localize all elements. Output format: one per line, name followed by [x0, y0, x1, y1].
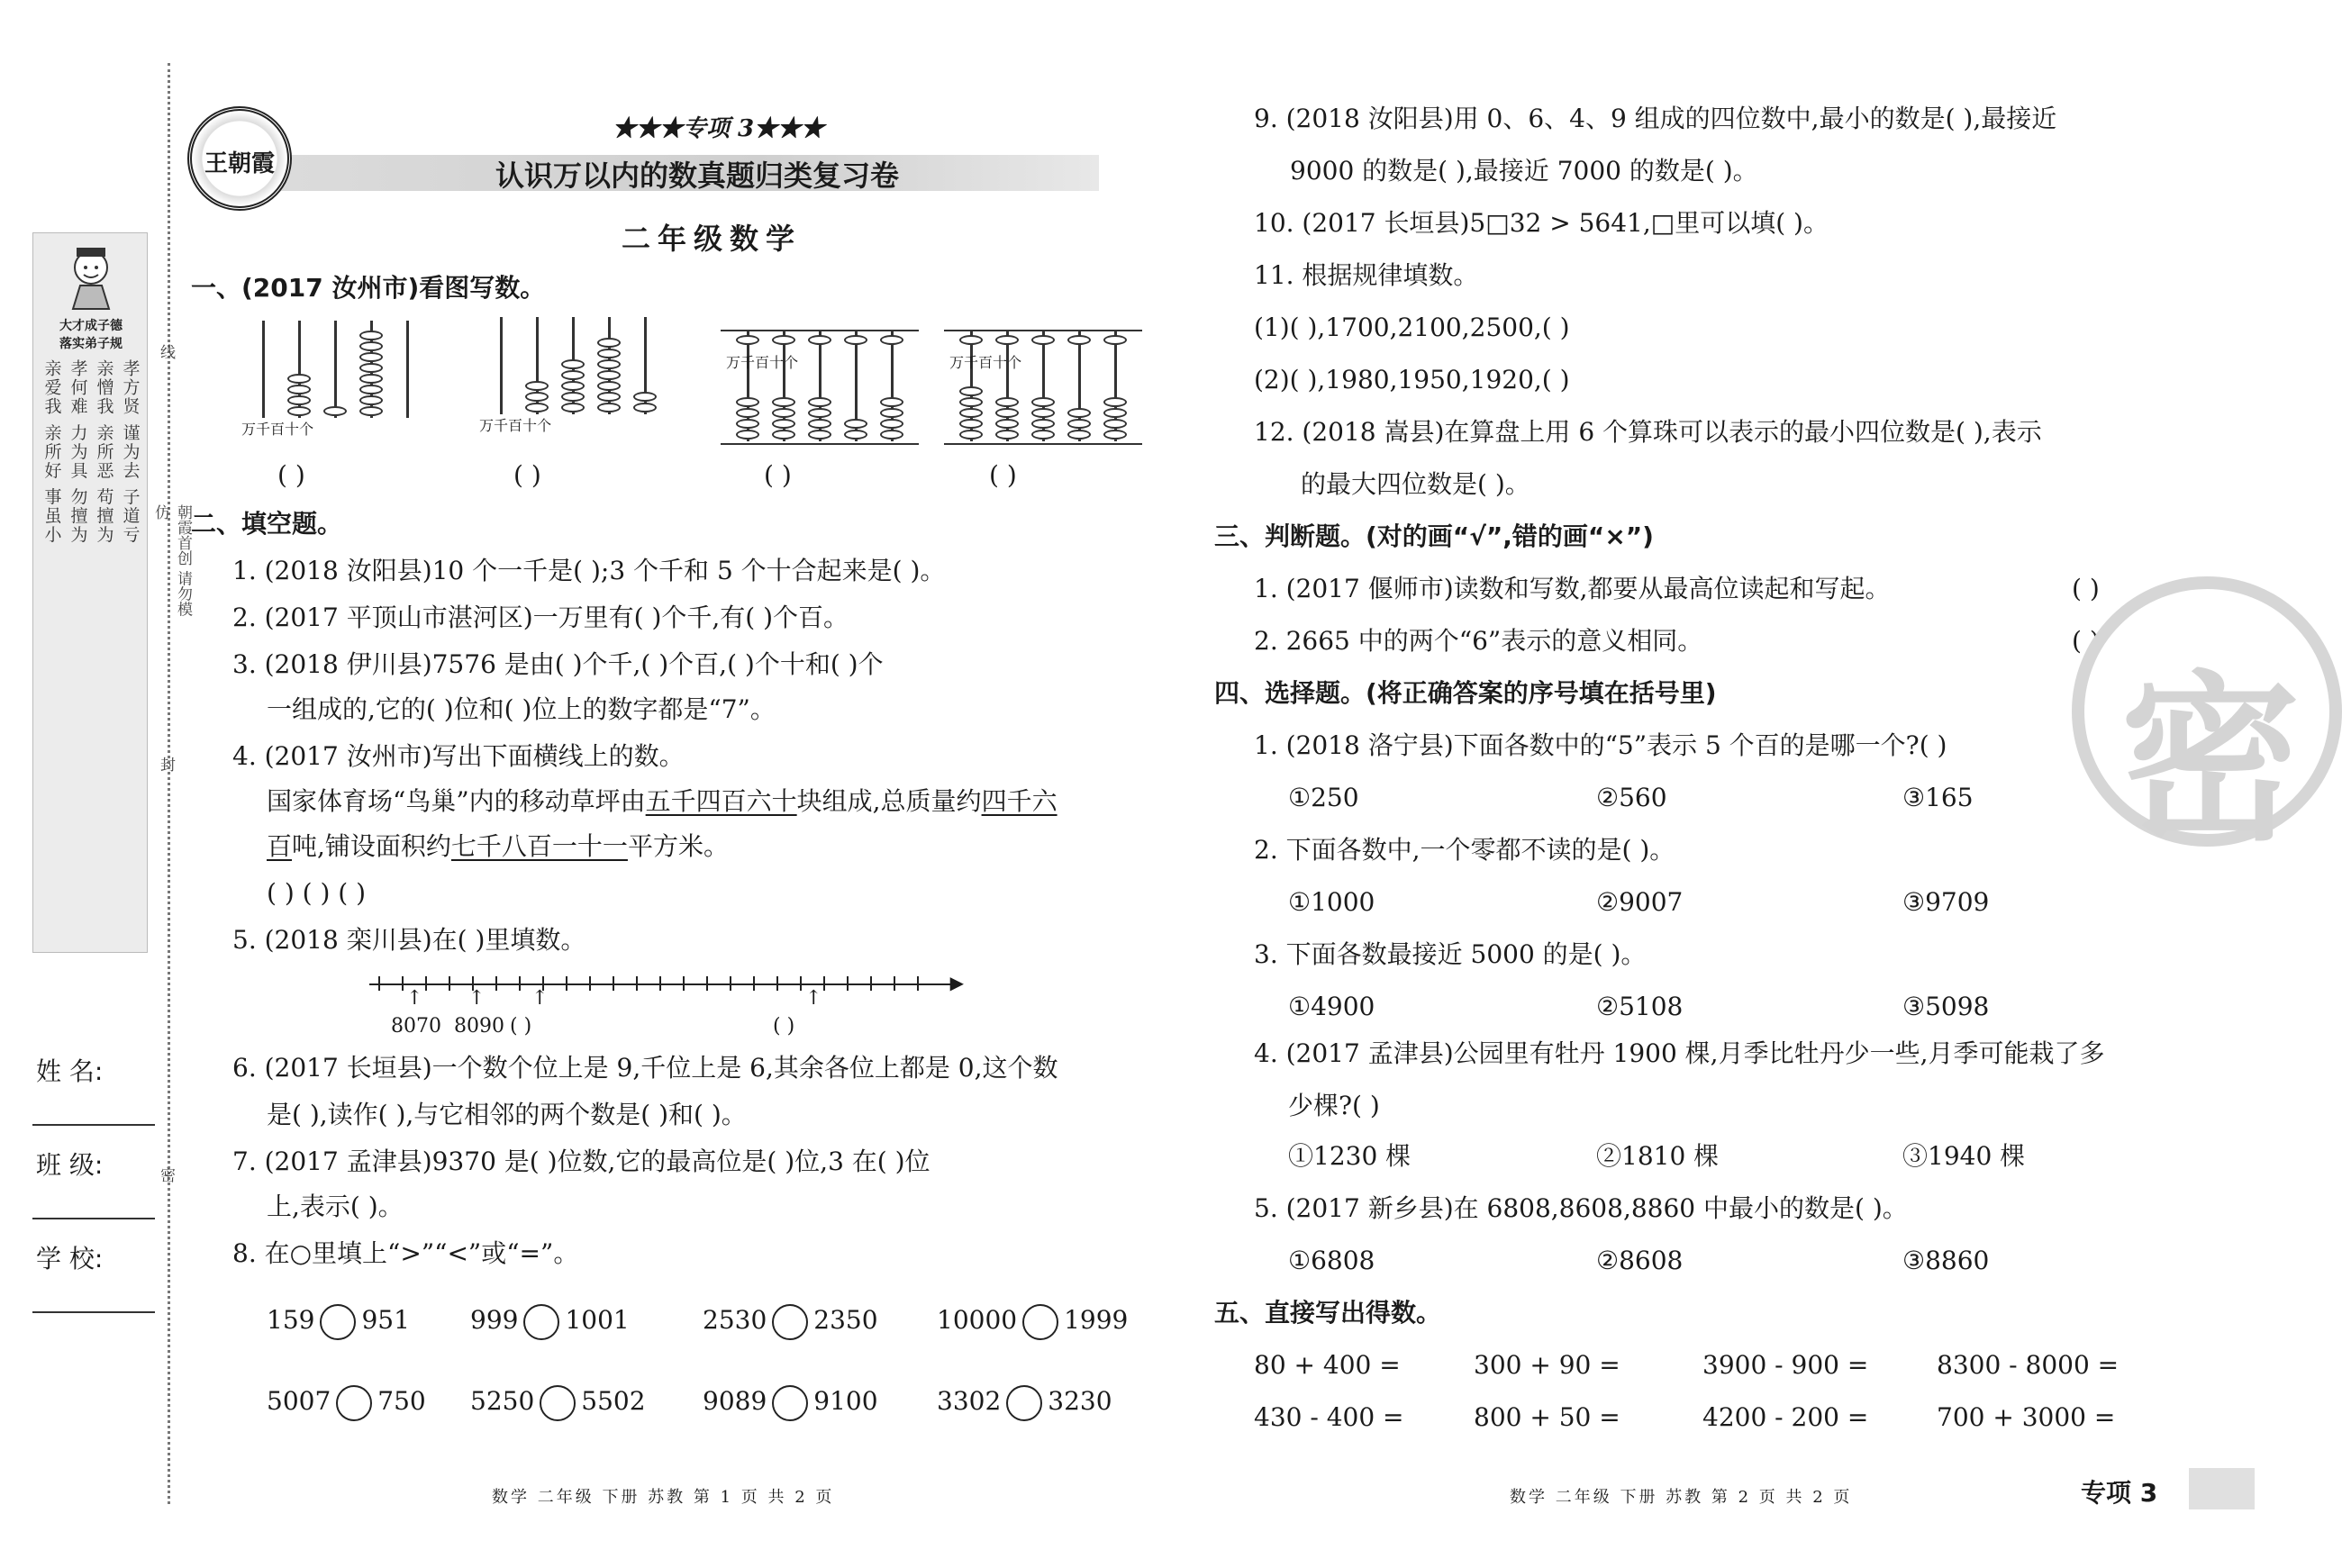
question-4-5: 5. (2017 新乡县)在 6808,8608,8860 中最小的数是( )。	[1254, 1193, 1908, 1223]
number-line-tick	[894, 976, 895, 991]
footer-left: 数学 二年级 下册 苏教 第 1 页 共 2 页	[492, 1488, 835, 1507]
abacus-bead	[1031, 419, 1055, 429]
abacus-bead	[995, 419, 1019, 429]
abacus-place-label: 个	[784, 354, 799, 371]
abacus-place-label: 万	[726, 354, 741, 371]
option[interactable]: ①6808	[1288, 1246, 1375, 1275]
abacus-bead	[525, 381, 549, 391]
abacus-bead	[959, 419, 983, 429]
abacus-bead	[561, 370, 585, 380]
number-line-tick	[683, 976, 685, 991]
question-2-3: 3. (2018 伊川县)7576 是由( )个千,( )个百,( )个十和( )个	[232, 649, 884, 679]
underlined-number-3: 七千八百一十一	[450, 831, 628, 861]
text-part: 吨,铺设面积约	[292, 831, 451, 861]
abacus-bead	[1067, 430, 1091, 440]
abacus-rod	[500, 317, 503, 414]
school-field[interactable]	[32, 1311, 155, 1313]
abacus-bead	[736, 430, 759, 440]
comparison-item	[267, 1382, 426, 1421]
calc-item[interactable]: 3900 - 900 =	[1702, 1350, 1869, 1380]
abacus-place-frame	[949, 351, 1137, 384]
side-mark-notice: 朝霞首创 请勿模仿	[151, 504, 192, 617]
abacus-bead	[995, 335, 1019, 345]
abacus-bead	[1067, 408, 1091, 418]
section-3-heading: 三、判断题。(对的画“√”,错的画“×”)	[1214, 521, 1654, 551]
calc-item[interactable]: 300 + 90 =	[1474, 1350, 1620, 1380]
comparison-left: 9089	[703, 1386, 767, 1416]
abacus-place-label: 千	[256, 421, 271, 438]
abacus-place-label: 百	[755, 354, 770, 371]
abacus-bead	[525, 403, 549, 412]
calc-item[interactable]: 80 + 400 =	[1254, 1350, 1401, 1380]
abacus-bead	[736, 419, 759, 429]
compare-circle[interactable]	[523, 1304, 559, 1340]
number-line-tick	[730, 976, 731, 991]
abacus-place-label: 十	[769, 354, 785, 371]
abacus-bead	[772, 397, 795, 407]
abacus-bead	[808, 419, 831, 429]
name-field[interactable]	[32, 1124, 155, 1126]
question-2-11-2: (2)( ),1980,1950,1920,( )	[1254, 365, 1570, 394]
abacus-bead	[959, 397, 983, 407]
abacus-place-label: 万	[479, 417, 495, 434]
option[interactable]: ②9007	[1596, 887, 1684, 917]
number-line-tick	[706, 976, 708, 991]
corner-bar	[2189, 1468, 2255, 1509]
option[interactable]: ②560	[1596, 783, 1667, 812]
option[interactable]: ②8608	[1596, 1246, 1684, 1275]
number-line-tick	[753, 976, 755, 991]
abacus-bead	[359, 352, 383, 362]
comparison-right: 9100	[813, 1386, 878, 1416]
abacus-bead	[995, 408, 1019, 418]
question-2-6: 6. (2017 长垣县)一个数个位上是 9,千位上是 6,其余各位上都是 0,这个数	[232, 1053, 1058, 1083]
abacus-bead	[880, 335, 903, 345]
compare-circle[interactable]	[336, 1385, 372, 1421]
option[interactable]: ③165	[1902, 783, 1974, 812]
compare-circle[interactable]	[772, 1304, 808, 1340]
calc-item[interactable]: 4200 - 200 =	[1702, 1402, 1869, 1432]
abacus-bead	[959, 386, 983, 396]
rhyme-column: 孝方贤 谨为去 子道亏	[120, 359, 141, 545]
abacus-bead	[808, 335, 831, 345]
motto-line-1: 大才成子德	[59, 319, 123, 333]
comparison-item	[937, 1382, 1112, 1421]
number-line-tick	[449, 976, 450, 991]
number-line-tick	[659, 976, 661, 991]
number-line-tick	[823, 976, 825, 991]
abacus-bead	[880, 397, 903, 407]
number-line-tick	[566, 976, 567, 991]
abacus-bead	[736, 335, 759, 345]
question-2-4-text	[267, 785, 1058, 818]
abacus-bead	[736, 408, 759, 418]
abacus-rod	[334, 321, 337, 418]
abacus-bead	[880, 430, 903, 440]
question-2-12: 12. (2018 嵩县)在算盘上用 6 个算珠可以表示的最小四位数是( ),表示	[1254, 417, 2042, 447]
abacus-place-label: 十	[522, 417, 538, 434]
abacus-bead	[359, 363, 383, 373]
comparison-left: 10000	[937, 1305, 1018, 1335]
abacus-bead	[808, 430, 831, 440]
option[interactable]: ②5108	[1596, 992, 1684, 1021]
up-arrow-icon: ↑	[531, 987, 549, 1010]
school-label: 学 校:	[36, 1244, 104, 1273]
abacus-bead	[287, 406, 311, 416]
abacus-bead	[359, 385, 383, 394]
number-line-tick	[589, 976, 591, 991]
abacus-place-label: 十	[285, 421, 300, 438]
abacus-bead	[1031, 430, 1055, 440]
stamp-text: 密	[2120, 656, 2301, 866]
abacus-place-label: 百	[978, 354, 994, 371]
number-line-blank-1[interactable]: ( )	[510, 1015, 532, 1038]
section-4-heading: 四、选择题。(将正确答案的序号填在括号里)	[1214, 678, 1717, 708]
rhyme-column: 孝何难 力为具 勿擅为	[68, 359, 88, 545]
abacus-bead	[1103, 397, 1127, 407]
abacus-bead	[959, 335, 983, 345]
abacus-place-label: 千	[740, 354, 756, 371]
abacus-bead	[597, 403, 621, 412]
text-part: 国家体育场“鸟巢”内的移动草坪由	[267, 786, 646, 816]
option[interactable]: ③9709	[1902, 887, 1990, 917]
question-2-1: 1. (2018 汝阳县)10 个一千是( );3 个千和 5 个十合起来是( )。	[232, 556, 946, 585]
abacus-bead	[323, 406, 347, 416]
abacus-bead	[359, 374, 383, 384]
page-title: 认识万以内的数真题归类复习卷	[495, 159, 900, 193]
judge-answer-1[interactable]: ( )	[2072, 574, 2100, 603]
option[interactable]: ①250	[1288, 783, 1359, 812]
class-label: 班 级:	[36, 1150, 104, 1180]
comparison-item	[703, 1382, 878, 1421]
abacus-beam	[721, 330, 919, 331]
abacus-bead	[1103, 408, 1127, 418]
question-2-11: 11. 根据规律填数。	[1254, 260, 1479, 290]
question-2-4-text-cont	[267, 830, 729, 863]
abacus-place-label: 个	[537, 417, 552, 434]
abacus-base	[721, 443, 919, 445]
calc-item[interactable]: 800 + 50 =	[1474, 1402, 1620, 1432]
comparison-item	[267, 1301, 410, 1340]
abacus-bead	[1031, 335, 1055, 345]
abacus-bead	[561, 403, 585, 412]
question-4-2: 2. 下面各数中,一个零都不读的是( )。	[1254, 835, 1675, 865]
abacus-bead	[1103, 419, 1127, 429]
comparison-right: 951	[361, 1305, 410, 1335]
comparison-right: 5502	[581, 1386, 646, 1416]
comparison-item	[703, 1301, 878, 1340]
motto-strip	[32, 232, 148, 953]
question-2-6-cont: 是( ),读作( ),与它相邻的两个数是( )和( )。	[267, 1100, 747, 1129]
comparison-left: 159	[267, 1305, 315, 1335]
comparison-right: 750	[377, 1386, 426, 1416]
number-line-tick	[800, 976, 802, 991]
comparison-left: 5007	[267, 1386, 331, 1416]
calc-item[interactable]: 8300 - 8000 =	[1937, 1350, 2120, 1380]
question-2-3-cont: 一组成的,它的( )位和( )位上的数字都是“7”。	[267, 694, 776, 724]
question-2-7: 7. (2017 孟津县)9370 是( )位数,它的最高位是( )位,3 在( )位	[232, 1147, 930, 1176]
abacus-bead	[1031, 408, 1055, 418]
comparison-right: 3230	[1048, 1386, 1112, 1416]
number-line-tick	[870, 976, 872, 991]
abacus-bead	[1103, 335, 1127, 345]
abacus-bead	[844, 335, 867, 345]
compare-circle[interactable]	[772, 1385, 808, 1421]
abacus-place-label: 个	[1007, 354, 1022, 371]
abacus-place-label: 百	[270, 421, 286, 438]
compare-circle[interactable]	[540, 1385, 576, 1421]
text-part: 平方米。	[627, 831, 729, 861]
page-subtitle: 二年级数学	[622, 222, 803, 256]
question-2-4-blanks[interactable]: ( ) ( ) ( )	[267, 878, 367, 908]
abacus-bead	[359, 331, 383, 340]
number-line-blank-2[interactable]: ( )	[773, 1015, 795, 1038]
comparison-left: 5250	[470, 1386, 535, 1416]
question-4-4-cont: 少棵?( )	[1288, 1091, 1380, 1120]
compare-circle[interactable]	[1022, 1304, 1058, 1340]
number-line	[369, 972, 964, 993]
number-line-label-1: 8070	[391, 1015, 441, 1038]
question-3-1: 1. (2017 偃师市)读数和写数,都要从最高位读起和写起。	[1254, 574, 1891, 603]
abacus-rod	[406, 321, 409, 418]
abacus-bead	[1067, 335, 1091, 345]
section-2-heading: 二、填空题。	[191, 509, 343, 539]
comparison-right: 1001	[565, 1305, 630, 1335]
cut-line	[168, 63, 170, 1504]
abacus-beam	[944, 330, 1142, 331]
question-2-2: 2. (2017 平顶山市湛河区)一万里有( )个千,有( )个百。	[232, 603, 849, 632]
class-field[interactable]	[32, 1218, 155, 1219]
abacus-bead	[359, 406, 383, 416]
cartoon-scholar-icon	[64, 244, 118, 311]
abacus-bead	[561, 381, 585, 391]
rhyme-column: 亲憎我 亲所恶 苟擅为	[94, 359, 114, 545]
secret-stamp	[2072, 576, 2342, 866]
underlined-number-2: 四千六	[981, 786, 1058, 816]
comparison-left: 999	[470, 1305, 519, 1335]
abacus-bead	[633, 403, 657, 412]
calc-item[interactable]: 700 + 3000 =	[1937, 1402, 2116, 1432]
section-5-heading: 五、直接写出得数。	[1214, 1298, 1442, 1328]
abacus-bead	[1103, 430, 1127, 440]
compare-circle[interactable]	[1006, 1385, 1042, 1421]
comparison-item	[470, 1382, 646, 1421]
abacus-bead	[561, 359, 585, 369]
question-4-4: 4. (2017 孟津县)公园里有牡丹 1900 棵,月季比牡丹少一些,月季可能栽了多	[1254, 1038, 2105, 1068]
abacus-bead	[525, 392, 549, 402]
number-line-tick	[519, 976, 521, 991]
name-label: 姓 名:	[36, 1056, 104, 1086]
abacus-bead	[287, 385, 311, 394]
abacus-bead	[844, 419, 867, 429]
abacus-bead	[359, 341, 383, 351]
comparison-left: 3302	[937, 1386, 1002, 1416]
abacus-bead	[880, 419, 903, 429]
abacus-answer-2[interactable]: ( )	[513, 460, 541, 490]
abacus-bead	[959, 408, 983, 418]
abacus-bead	[772, 430, 795, 440]
question-2-9-cont: 9000 的数是( ),最接近 7000 的数是( )。	[1290, 156, 1758, 186]
abacus-place-label: 百	[508, 417, 523, 434]
comparison-item	[937, 1301, 1128, 1340]
number-line-arrow-icon: ▶	[949, 972, 964, 993]
up-arrow-icon: ↑	[468, 987, 486, 1010]
option[interactable]: ②1810 棵	[1596, 1141, 1720, 1171]
question-4-3: 3. 下面各数最接近 5000 的是( )。	[1254, 939, 1647, 969]
abacus-bead	[808, 408, 831, 418]
up-arrow-icon: ↑	[406, 987, 423, 1010]
abacus-bead	[359, 395, 383, 405]
abacus-bead	[597, 381, 621, 391]
abacus-bead	[597, 370, 621, 380]
question-3-2: 2. 2665 中的两个“6”表示的意义相同。	[1254, 626, 1703, 656]
abacus-place-label: 十	[993, 354, 1008, 371]
number-line-tick	[378, 976, 380, 991]
abacus-bead	[880, 408, 903, 418]
underlined-number-2-cont: 百	[267, 831, 293, 861]
abacus-place-label: 万	[949, 354, 965, 371]
question-2-5: 5. (2018 栾川县)在( )里填数。	[232, 925, 586, 955]
side-mark-line: 线	[157, 344, 175, 359]
judge-answer-2[interactable]: ( )	[2072, 626, 2100, 656]
abacus-rod	[262, 321, 265, 418]
abacus-answer-4[interactable]: ( )	[989, 460, 1017, 490]
abacus-bead	[597, 359, 621, 369]
abacus-place-label: 个	[299, 421, 314, 438]
question-4-1: 1. (2018 洛宁县)下面各数中的“5”表示 5 个百的是哪一个?( )	[1254, 730, 1947, 760]
number-line-tick	[917, 976, 919, 991]
abacus-bead	[772, 419, 795, 429]
number-line-tick	[776, 976, 778, 991]
abacus-place-frame	[241, 418, 429, 450]
abacus-bead	[808, 397, 831, 407]
abacus-bead	[772, 335, 795, 345]
abacus-bead	[959, 430, 983, 440]
abacus-bead	[633, 392, 657, 402]
abacus-bead	[561, 392, 585, 402]
comparison-right: 1999	[1064, 1305, 1129, 1335]
abacus-bead	[1031, 397, 1055, 407]
up-arrow-icon: ↑	[805, 987, 822, 1010]
question-2-9: 9. (2018 汝阳县)用 0、6、4、9 组成的四位数中,最小的数是( ),最接近	[1254, 104, 2057, 133]
number-line-tick	[402, 976, 404, 991]
abacus-place-frame	[726, 351, 913, 384]
number-line-tick	[495, 976, 497, 991]
abacus-bead	[1067, 419, 1091, 429]
option[interactable]: ③1940 棵	[1902, 1141, 2026, 1171]
comparison-right: 2350	[813, 1305, 878, 1335]
question-2-4: 4. (2017 汝州市)写出下面横线上的数。	[232, 741, 685, 771]
comparison-item	[470, 1301, 630, 1340]
section-1-heading: 一、(2017 汝州市)看图写数。	[191, 273, 546, 303]
abacus-bead	[995, 430, 1019, 440]
abacus-bead	[736, 397, 759, 407]
option[interactable]: ③5098	[1902, 992, 1990, 1021]
option[interactable]: ①1000	[1288, 887, 1375, 917]
abacus-bead	[597, 392, 621, 402]
number-line-tick	[636, 976, 638, 991]
question-2-11-1: (1)( ),1700,2100,2500,( )	[1254, 313, 1570, 342]
corner-label: 专项 3	[2081, 1478, 2158, 1508]
option[interactable]: ③8860	[1902, 1246, 1990, 1275]
question-2-8: 8. 在○里填上“>”“<”或“=”。	[232, 1238, 579, 1268]
question-2-7-cont: 上,表示( )。	[267, 1192, 404, 1221]
abacus-place-label: 万	[241, 421, 257, 438]
abacus-bead	[844, 430, 867, 440]
abacus-place-label: 千	[964, 354, 979, 371]
calc-item[interactable]: 430 - 400 =	[1254, 1402, 1404, 1432]
side-mark-seal: 封	[157, 757, 175, 772]
question-2-10: 10. (2017 长垣县)5□32 > 5641,□里可以填( )。	[1254, 208, 1829, 238]
option[interactable]: ①1230 棵	[1288, 1141, 1412, 1171]
abacus-bead	[995, 397, 1019, 407]
special-tag: ★★★专项 3★★★	[613, 115, 825, 142]
question-2-12-cont: 的最大四位数是( )。	[1301, 469, 1530, 499]
abacus-place-frame	[479, 414, 667, 447]
footer-right: 数学 二年级 下册 苏教 第 2 页 共 2 页	[1510, 1488, 1853, 1507]
abacus-answer-1[interactable]: ( )	[277, 460, 305, 490]
abacus-bead	[597, 338, 621, 348]
text-part: 块组成,总质量约	[796, 786, 982, 816]
rhyme-columns	[39, 359, 143, 936]
comparison-left: 2530	[703, 1305, 767, 1335]
abacus-bead	[287, 395, 311, 405]
abacus-bead	[772, 408, 795, 418]
abacus-base	[944, 443, 1142, 445]
abacus-place-label: 千	[494, 417, 509, 434]
number-line-tick	[425, 976, 427, 991]
abacus-bead	[287, 374, 311, 384]
number-line-label-2: 8090	[454, 1015, 504, 1038]
motto-line-2: 落实弟子规	[59, 337, 123, 351]
logo-text: 王朝霞	[204, 150, 275, 177]
abacus-answer-3[interactable]: ( )	[764, 460, 792, 490]
number-line-tick	[613, 976, 614, 991]
brand-logo	[187, 106, 292, 211]
option[interactable]: ①4900	[1288, 992, 1375, 1021]
side-mark-secret: 密	[157, 1167, 175, 1183]
number-line-tick	[847, 976, 849, 991]
compare-circle[interactable]	[320, 1304, 356, 1340]
abacus-bead	[597, 349, 621, 358]
rhyme-column: 亲爱我 亲所好 事虽小	[41, 359, 62, 545]
underlined-number-1: 五千四百六十	[645, 786, 797, 816]
